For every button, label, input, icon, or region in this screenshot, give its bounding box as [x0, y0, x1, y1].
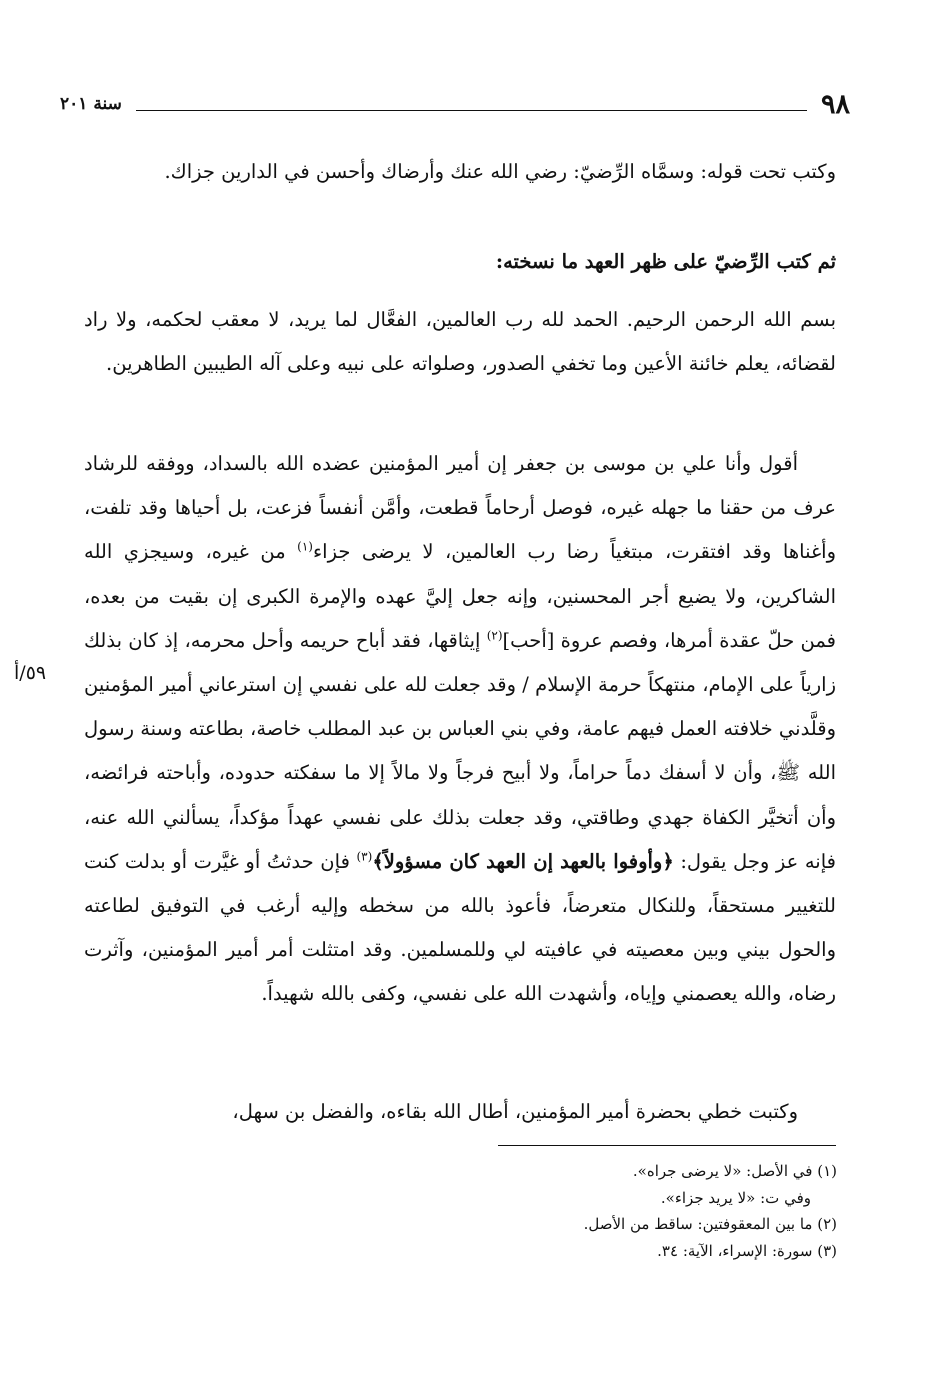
margin-folio-reference: ٥٩/أ — [14, 662, 47, 684]
running-title: سنة ٢٠١ — [60, 94, 122, 114]
quran-quote: ﴿وأوفوا بالعهد إن العهد كان مسؤولاً﴾ — [372, 849, 674, 873]
header-rule — [136, 110, 807, 111]
footnote-ref-2: (٢) — [486, 628, 503, 643]
main-text-part-4: فإن حدثتُ أو غيَّرت أو بدلت كنت للتغيير مستحقاً، وللنكال متعرضاً، فأعوذ بالله من سخطه وإليه أرغب في التوفيق لطاعته والحول بيني وبين معصيته في عافيته لي وللمسلمين. وقد امتثلت أمر أمير المؤمنين، وآثرت رضاه، والله يعصمني وإياه، وأشهدت الله على نفسي، وكفى بالله شهيداً. — [84, 849, 836, 1006]
page-number: ٩٨ — [820, 88, 850, 120]
section-heading: ثم كتب الرِّضيّ على ظهر العهد ما نسخته: — [495, 250, 836, 273]
main-text-part-2: من غيره، وسيجزي الله الشاكرين، ولا يضيع أجر المحسنين، وإنه جعل إليَّ عهده والإمرة الكبرى إن بقيت من بعده، فمن حلّ عقدة أمرها، وفصم عروة [أحب] — [84, 540, 836, 652]
closing-paragraph: وكتبت خطي بحضرة أمير المؤمنين، أطال الله بقاءه، والفضل بن سهل، — [232, 1100, 798, 1123]
footnote-2: (٢) ما بين المعقوفتين: ساقط من الأصل. — [583, 1215, 837, 1233]
footnote-3: (٣) سورة: الإسراء، الآية: ٣٤. — [657, 1241, 837, 1260]
caption-paragraph: وكتب تحت قوله: وسمَّاه الرِّضيّ: رضي الله عنك وأرضاك وأحسن في الدارين جزاك. — [164, 160, 836, 183]
footnotes — [237, 1158, 837, 1264]
main-text-part-3: إيثاقها، فقد أباح حريمه وأحل محرمه، إذ كان بذلك زارياً على الإمام، منتهكاً حرمة الإسلام / وقد جعلت لله على نفسي إن استرعاني أمير المؤمنين وقلَّدني خلافته العمل فيهم عامة، وفي بني العباس بن عبد المطلب خاصة، بطاعته وسنة رسول الله ﷺ، وأن لا أسفك دماً حراماً، ولا أبيح فرجاً ولا مالاً إلا ما سفكته حدوده، وأباحته فرائضه، وأن أتخيَّر الكفاة جهدي وطاقتي، وقد جعلت بذلك على نفسي عهداً مؤكداً، يسألني الله عنه، فإنه عز وجل يقول: — [84, 628, 836, 873]
footnote-ref-3: (٣) — [356, 849, 373, 864]
main-paragraph — [84, 442, 836, 1017]
main-text-part-1: أقول وأنا علي بن موسى بن جعفر إن أمير المؤمنين عضده الله بالسداد، ووفقه للرشاد عرف من حقنا ما جهله غيره، فوصل أرحاماً قطعت، وأمَّن أنفساً فزعت، بل أحياها وقد تلفت، وأغناها وقد افتقرت، مبتغياً رضا رب العالمين، لا يرضى جزاء — [84, 452, 837, 564]
footnote-rule — [498, 1145, 836, 1146]
footnote-1: (١) في الأصل: «لا يرضى جراه». — [632, 1162, 837, 1180]
footnote-1-variant: وفي ت: «لا يريد جزاء». — [660, 1188, 811, 1207]
footnote-ref-1: (١) — [297, 539, 313, 554]
preamble-paragraph: بسم الله الرحمن الرحيم. الحمد لله رب العالمين، الفعَّال لما يريد، لا معقب لحكمه، ولا راد لقضائه، يعلم خائنة الأعين وما تخفي الصدور، وصلواته على نبيه وعلى آله الطيبين الطاهرين. — [84, 308, 836, 376]
running-header — [60, 84, 850, 124]
